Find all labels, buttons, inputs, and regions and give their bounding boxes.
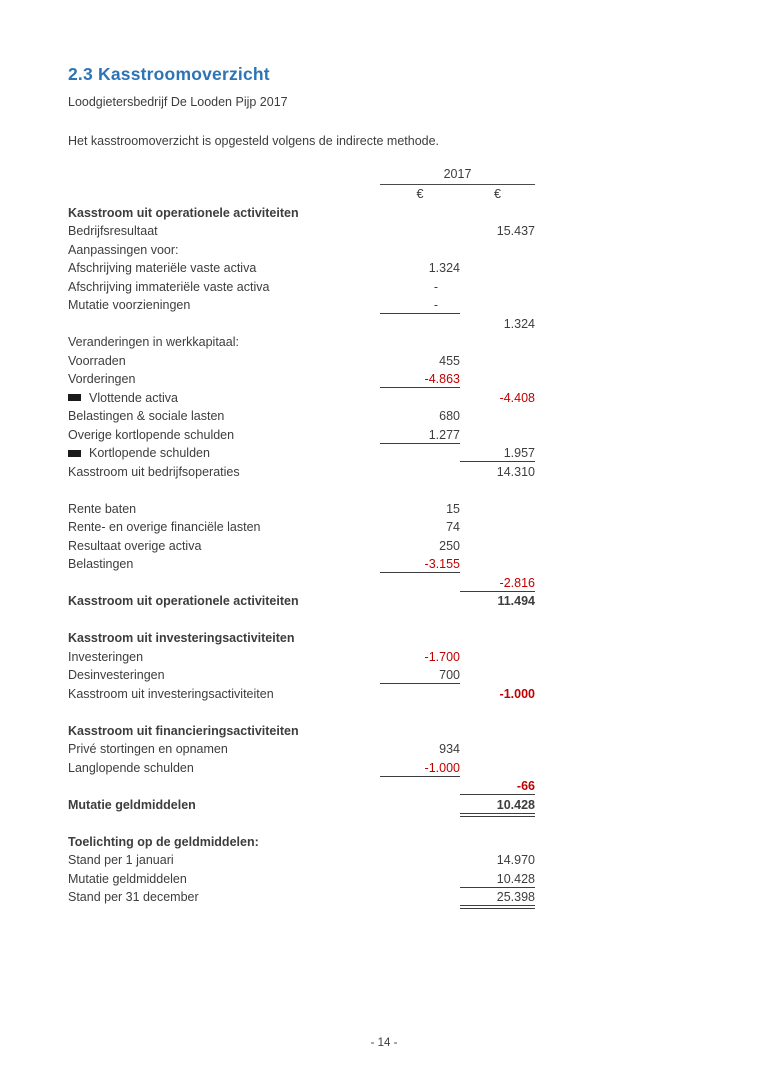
row-label-text: Afschrijving immateriële vaste activa xyxy=(68,279,270,294)
value-col1: -4.863 xyxy=(380,372,460,388)
table-row xyxy=(68,462,535,481)
row-label xyxy=(68,502,380,518)
year-header-row xyxy=(68,166,535,185)
table-row xyxy=(68,758,535,777)
table-row xyxy=(68,536,535,555)
row-label-text: Privé stortingen en opnamen xyxy=(68,742,228,756)
row-label-text: Kasstroom uit investeringsactiviteiten xyxy=(68,631,295,645)
table-row xyxy=(68,259,535,278)
row-label-text: Kasstroom uit investeringsactiviteiten xyxy=(68,686,274,701)
row-label-text: Stand per 1 januari xyxy=(68,853,174,867)
value-col1 xyxy=(380,886,460,888)
value-col2 xyxy=(460,756,535,758)
year-header-spacer xyxy=(68,183,380,185)
value-col2 xyxy=(460,220,535,222)
value-col2 xyxy=(460,312,535,314)
row-label xyxy=(68,354,380,370)
table-row xyxy=(68,721,535,740)
row-label xyxy=(68,631,380,647)
table-row xyxy=(68,407,535,426)
table-row xyxy=(68,647,535,666)
row-label-text: Investeringen xyxy=(68,649,144,664)
row-label xyxy=(68,520,380,536)
table-row xyxy=(68,851,535,870)
value-col1 xyxy=(380,220,460,222)
row-label-text: Belastingen xyxy=(68,557,134,571)
row-label xyxy=(68,409,380,425)
value-col1: - xyxy=(433,279,438,294)
row-label xyxy=(68,687,380,703)
value-col2 xyxy=(460,442,535,444)
value-col2 xyxy=(460,423,535,425)
value-col2 xyxy=(460,738,535,740)
value-col2 xyxy=(460,275,535,277)
intro-paragraph: Het kasstroomoverzicht is opgesteld volgens de indirecte methode. xyxy=(68,134,440,148)
table-row xyxy=(68,425,535,444)
row-label xyxy=(68,428,380,444)
year-label: 2017 xyxy=(380,167,535,185)
table-row xyxy=(68,666,535,685)
row-label-text: Afschrijving materiële vaste activa xyxy=(68,261,257,275)
value-col2: 25.398 xyxy=(460,890,535,906)
value-col1: 250 xyxy=(439,538,460,553)
row-label xyxy=(68,668,380,684)
value-col1 xyxy=(380,590,460,592)
row-label-text: Mutatie geldmiddelen xyxy=(68,871,187,886)
table-row xyxy=(68,832,535,851)
value-col1: 934 xyxy=(439,742,460,756)
value-col1 xyxy=(380,904,460,906)
value-col2: 1.324 xyxy=(503,316,535,331)
row-label xyxy=(68,224,380,240)
table-row xyxy=(68,370,535,389)
value-col1 xyxy=(380,738,460,740)
spacer-row xyxy=(68,610,535,629)
page-title: 2.3 Kasstroomoverzicht xyxy=(68,64,270,84)
value-col1: -1.700 xyxy=(424,649,460,664)
table-row xyxy=(68,869,535,888)
value-col1: 15 xyxy=(446,501,460,516)
value-col1: 455 xyxy=(439,353,460,368)
value-col1: 74 xyxy=(446,520,460,534)
table-row xyxy=(68,684,535,703)
row-label xyxy=(68,872,380,888)
table-row xyxy=(68,351,535,370)
row-label-text: Mutatie voorzieningen xyxy=(68,298,191,312)
table-row xyxy=(68,314,535,333)
row-label xyxy=(68,372,380,388)
currency-header-spacer xyxy=(68,201,380,203)
value-col2: 10.428 xyxy=(460,872,535,888)
row-label-text: Rente baten xyxy=(68,501,137,516)
value-col1 xyxy=(380,849,460,851)
value-col2 xyxy=(460,349,535,351)
value-col1: -3.155 xyxy=(380,557,460,573)
value-col2: -1.000 xyxy=(499,686,535,701)
row-label xyxy=(68,724,380,740)
row-label xyxy=(68,243,380,259)
row-label xyxy=(68,798,380,814)
value-col2: -66 xyxy=(460,779,535,795)
row-label-text: Veranderingen in werkkapitaal: xyxy=(68,335,239,349)
spacer-row xyxy=(68,703,535,722)
row-label-text: Toelichting op de geldmiddelen: xyxy=(68,834,259,849)
cashflow-rows xyxy=(68,203,535,906)
table-row xyxy=(68,444,535,463)
currency-symbol-col1: € xyxy=(416,187,424,201)
value-col1 xyxy=(380,701,460,703)
cashflow-table xyxy=(68,166,535,906)
value-col2 xyxy=(460,571,535,573)
row-label-text: Overige kortlopende schulden xyxy=(68,427,235,442)
value-col1: 1.277 xyxy=(380,428,460,444)
row-label xyxy=(68,539,380,555)
row-label xyxy=(68,853,380,869)
row-label xyxy=(68,742,380,758)
row-label xyxy=(68,835,380,851)
table-row xyxy=(68,203,535,222)
value-col2 xyxy=(460,553,535,555)
table-row xyxy=(68,592,535,611)
row-label-text: Kortlopende schulden xyxy=(89,446,210,460)
row-label-text: Kasstroom uit operationele activiteiten xyxy=(68,205,299,220)
table-row xyxy=(68,573,535,592)
value-col2: -2.816 xyxy=(460,576,535,592)
row-label-text: Vorderingen xyxy=(68,372,136,386)
row-label xyxy=(68,446,380,462)
row-label xyxy=(68,793,380,795)
table-row xyxy=(68,740,535,759)
table-row xyxy=(68,795,535,814)
value-col1 xyxy=(380,331,460,333)
row-label xyxy=(68,650,380,666)
row-label-text: Voorraden xyxy=(68,353,126,368)
value-col2 xyxy=(460,645,535,647)
value-col2 xyxy=(460,682,535,684)
row-label xyxy=(68,557,380,573)
row-label-text: Langlopende schulden xyxy=(68,760,194,775)
table-row xyxy=(68,499,535,518)
value-col1: - xyxy=(380,298,460,314)
row-label-text: Mutatie geldmiddelen xyxy=(68,797,196,812)
table-row xyxy=(68,777,535,796)
row-label xyxy=(68,261,380,277)
row-label-text: Aanpassingen voor: xyxy=(68,242,179,257)
table-row xyxy=(68,277,535,296)
table-row xyxy=(68,629,535,648)
row-label-text: Desinvesteringen xyxy=(68,668,165,682)
row-label-text: Rente- en overige financiële lasten xyxy=(68,520,261,534)
row-label xyxy=(68,206,380,222)
row-label xyxy=(68,761,380,777)
value-col2 xyxy=(460,368,535,370)
currency-header-row xyxy=(68,185,535,204)
row-label-text: Kasstroom uit financieringsactiviteiten xyxy=(68,723,299,738)
value-col1: 700 xyxy=(380,668,460,684)
table-row xyxy=(68,222,535,241)
row-label xyxy=(68,280,380,296)
row-label xyxy=(68,890,380,906)
row-label-text: Stand per 31 december xyxy=(68,890,199,904)
row-label-text: Vlottende activa xyxy=(89,390,178,405)
value-col2: 14.970 xyxy=(496,853,535,867)
row-label-text: Kasstroom uit bedrijfsoperaties xyxy=(68,464,240,479)
row-label xyxy=(68,331,380,333)
value-col1 xyxy=(380,645,460,647)
value-col2 xyxy=(460,294,535,296)
row-label xyxy=(68,465,380,481)
square-bullet-icon xyxy=(68,394,81,401)
value-col2: 14.310 xyxy=(496,464,535,479)
value-col2 xyxy=(460,386,535,388)
value-col2 xyxy=(460,849,535,851)
table-row xyxy=(68,333,535,352)
value-col2 xyxy=(460,775,535,777)
value-col1: -1.000 xyxy=(380,761,460,777)
row-label-text: Belastingen & sociale lasten xyxy=(68,409,225,423)
table-row xyxy=(68,518,535,537)
value-col2: 11.494 xyxy=(497,594,535,608)
value-col1: 680 xyxy=(439,409,460,423)
row-label-text: Bedrijfsresultaat xyxy=(68,224,158,238)
value-col2: -4.408 xyxy=(499,390,535,405)
row-label-text: Resultaat overige activa xyxy=(68,538,202,553)
table-row xyxy=(68,555,535,574)
row-label xyxy=(68,335,380,351)
value-col1 xyxy=(380,479,460,481)
value-col1 xyxy=(380,238,460,240)
value-col1: 1.324 xyxy=(428,261,460,275)
value-col2 xyxy=(460,534,535,536)
value-col2 xyxy=(460,664,535,666)
table-row xyxy=(68,888,535,907)
table-row xyxy=(68,388,535,407)
value-col1 xyxy=(380,257,460,259)
value-col2: 15.437 xyxy=(496,224,535,238)
value-col1 xyxy=(380,608,460,610)
row-label xyxy=(68,391,380,407)
value-col1 xyxy=(380,405,460,407)
row-label xyxy=(68,298,380,314)
value-col2: 10.428 xyxy=(460,798,535,814)
table-row xyxy=(68,296,535,315)
value-col1 xyxy=(380,793,460,795)
value-col2 xyxy=(460,257,535,259)
value-col1 xyxy=(380,460,460,462)
value-col1 xyxy=(380,867,460,869)
spacer-row xyxy=(68,481,535,500)
row-label-text: Kasstroom uit operationele activiteiten xyxy=(68,594,299,608)
table-row xyxy=(68,240,535,259)
value-col1 xyxy=(380,812,460,814)
value-col2: 1.957 xyxy=(460,446,535,462)
currency-symbol-col2: € xyxy=(494,187,501,201)
value-col1 xyxy=(380,349,460,351)
page-number-footer: - 14 - xyxy=(370,1037,398,1049)
page-subtitle: Loodgietersbedrijf De Looden Pijp 2017 xyxy=(68,95,288,109)
square-bullet-icon xyxy=(68,450,81,457)
row-label xyxy=(68,594,380,610)
value-col2 xyxy=(460,516,535,518)
row-label xyxy=(68,590,380,592)
